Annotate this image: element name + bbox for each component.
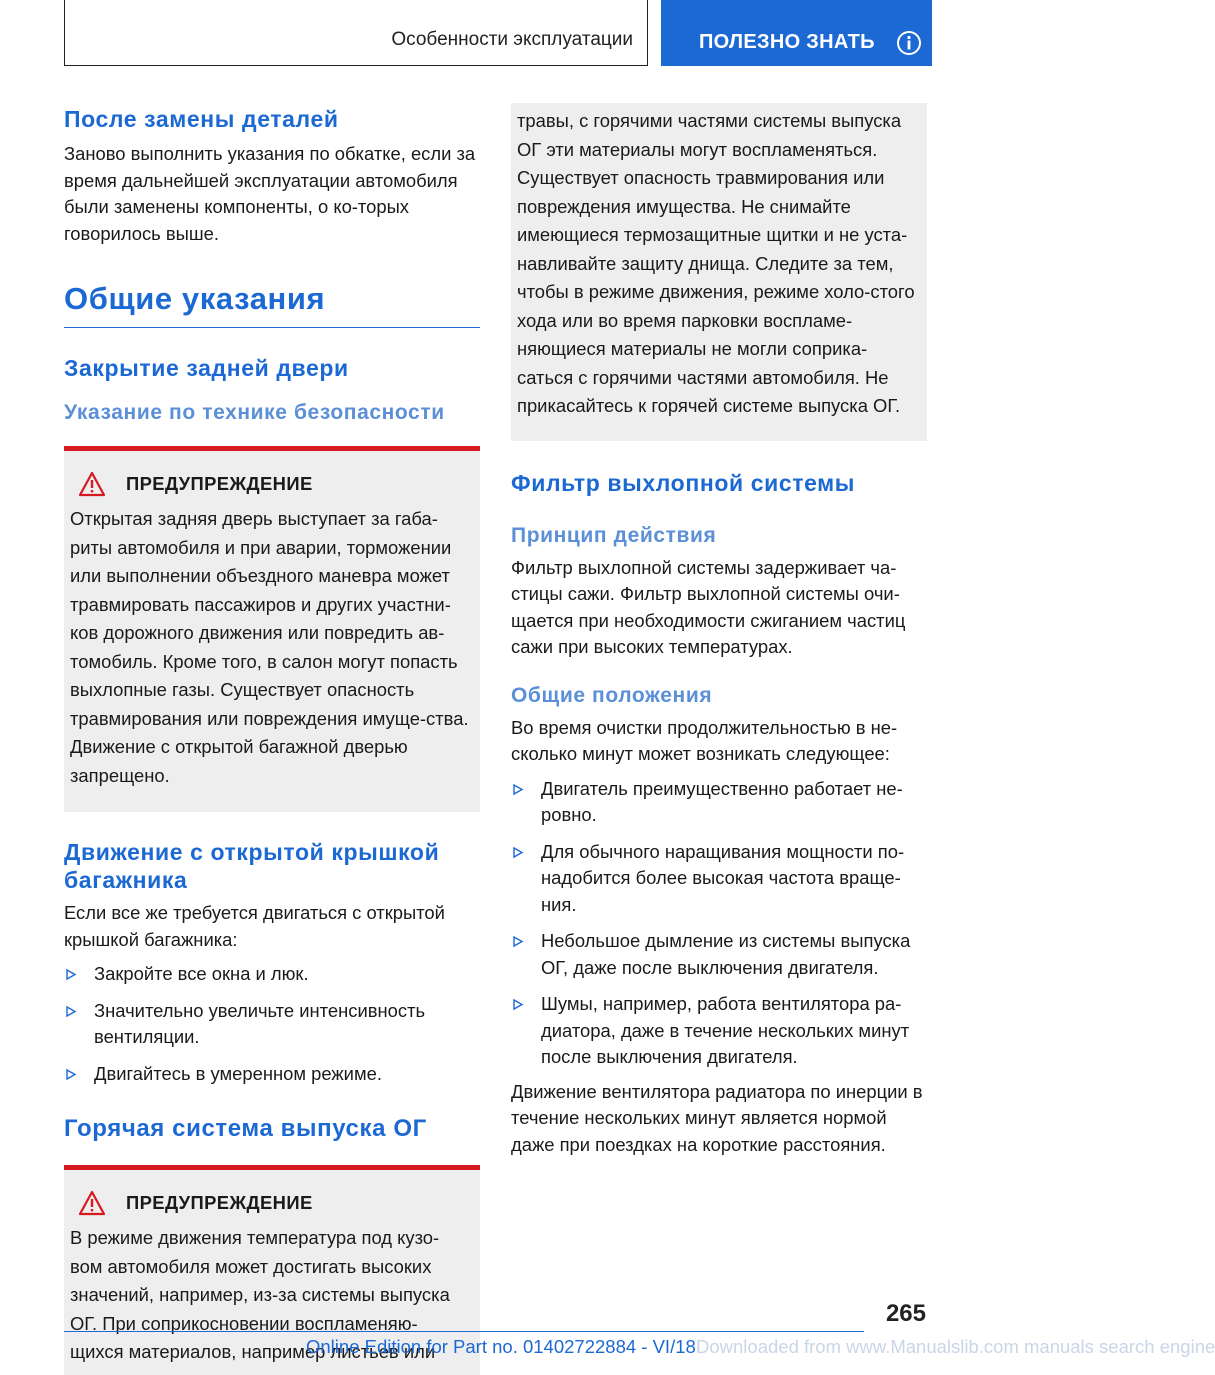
triangle-right-icon (513, 847, 523, 858)
triangle-right-icon (513, 936, 523, 947)
heading-general-block (64, 281, 480, 328)
tab-useful-to-know[interactable] (661, 0, 932, 66)
triangle-right-icon (66, 1006, 76, 1017)
heading-open-lid: Движение с открытой крышкой багажника (64, 839, 440, 893)
right-column (511, 103, 927, 1158)
warning-box-continued (511, 103, 927, 441)
text-principle: Фильтр выхлопной системы задерживает ча-стицы сажи. Фильтр выхлопной системы очи-щается при необходимости сжиганием частиц сажи при высоких температурах. (511, 556, 906, 657)
page-header (64, 0, 932, 66)
triangle-right-icon (513, 999, 523, 1010)
warning-triangle-icon (78, 471, 106, 497)
triangle-right-icon (513, 784, 523, 795)
list-item: Небольшое дымление из системы выпуска ОГ, даже после выключения двигателя. (511, 928, 927, 981)
warning-text: Открытая задняя дверь выступает за габа-риты автомобиля и при аварии, торможении или выполнении объездного маневра может травмировать пассажиров и других участни-ков дорожного движения или повредить ав-томобиль. Кроме того, в салон могут попасть выхлопные газы. Существует опасность травмирования или повреждения имуще-ства. Движение с открытой багажной дверью запрещено. (70, 508, 469, 786)
warning-text: В режиме движения температура под кузо-вом автомобиля может достигать высоких значений, например, из-за системы выпуска ОГ. При соприкосновении воспламеняю-щихся материалов, например листьев или (70, 1227, 450, 1362)
list-item: Двигатель преимущественно работает не-ровно. (511, 776, 927, 829)
list-item: Значительно увеличьте интенсивность вентиляции. (64, 998, 480, 1051)
list-item: Закройте все окна и люк. (64, 961, 480, 988)
info-circle-icon[interactable] (896, 30, 922, 56)
heading-tailgate: Закрытие задней двери (64, 355, 349, 381)
warning-text-continued: травы, с горячими частями системы выпуска ОГ эти материалы могут воспламеняться. Существует опасность травмирования или повреждения имущества. Не снимайте имеющиеся термозащитные щитки и не уста-навливайте защиту днища. Следите за тем, чтобы в режиме движения, режиме холо-стого хода или во время парковки воспламе-няющиеся материалы не могли соприка-саться с горячими частями автомобиля. Не прикасайтесь к горячей системе выпуска ОГ. (517, 110, 915, 416)
list-filter-effects (511, 776, 927, 1071)
list-open-lid (64, 961, 480, 1087)
list-item: Шумы, например, работа вентилятора ра-диатора, даже в течение нескольких минут после выключения двигателя. (511, 991, 927, 1071)
warning-box-tailgate (64, 446, 480, 812)
text-open-lid-intro: Если все же требуется двигаться с открытой крышкой багажника: (64, 902, 445, 950)
edition-text: Online Edition for Part no. 01402722884 - VI/18 (306, 1336, 696, 1357)
list-item: Двигайтесь в умеренном режиме. (64, 1061, 480, 1088)
left-column (64, 100, 480, 1375)
warning-title: ПРЕДУПРЕЖДЕНИЕ (126, 473, 313, 494)
heading-after-replace: После замены деталей (64, 106, 339, 132)
watermark-text: Downloaded from www.Manualslib.com manuals search engine (696, 1336, 1215, 1357)
text-filter-outro: Движение вентилятора радиатора по инерции в течение нескольких минут является нормой даже при поездках на короткие расстояния. (511, 1080, 923, 1155)
heading-principle: Принцип действия (511, 523, 717, 547)
triangle-right-icon (66, 969, 76, 980)
heading-general: Общие указания (64, 281, 326, 316)
text-after-replace: Заново выполнить указания по обкатке, если за время дальнейшей эксплуатации автомобиля были заменены компоненты, о ко-торых говорилось выше. (64, 143, 476, 244)
heading-hot-exhaust: Горячая система выпуска ОГ (64, 1115, 427, 1142)
list-item: Для обычного наращивания мощности по-надобится более высокая частота враще-ния. (511, 839, 927, 919)
heading-general-provisions: Общие положения (511, 683, 713, 707)
tab-label: ПОЛЕЗНО ЗНАТЬ (699, 31, 875, 53)
warning-triangle-icon (78, 1190, 106, 1216)
footer-rule (64, 1331, 864, 1332)
triangle-right-icon (66, 1069, 76, 1080)
text-general-intro: Во время очистки продолжительностью в не-сколько минут может возникать следующее: (511, 716, 898, 764)
page-number: 265 (885, 1300, 926, 1327)
heading-safety: Указание по технике безопасности (64, 401, 445, 424)
warning-title: ПРЕДУПРЕЖДЕНИЕ (126, 1192, 313, 1213)
section-title: Особенности эксплуатации (64, 0, 648, 66)
heading-filter: Фильтр выхлопной системы (511, 469, 856, 496)
